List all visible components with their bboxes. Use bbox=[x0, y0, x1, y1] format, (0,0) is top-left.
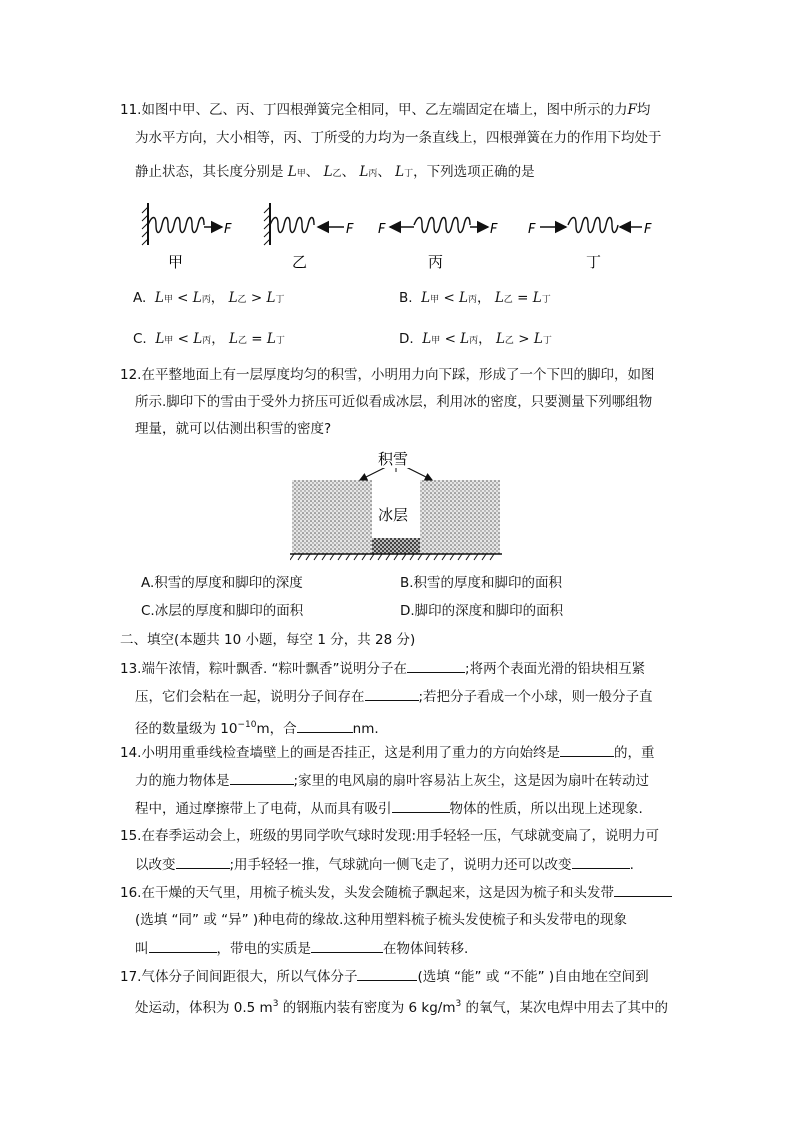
q13-line2 bbox=[135, 687, 653, 706]
relation: > bbox=[518, 331, 530, 347]
q13-text: m，合 bbox=[256, 721, 297, 737]
sub-ding: 丁 bbox=[275, 295, 285, 305]
ice-layer bbox=[372, 538, 420, 554]
label-bing: 丙 bbox=[428, 253, 444, 271]
section-heading: 二、填空(本题共 10 小题，每空 1 分，共 28 分) bbox=[120, 632, 416, 648]
relation: = bbox=[251, 331, 263, 347]
q17-text: 的钢瓶内装有密度为 6 kg/m bbox=[278, 1000, 456, 1016]
q11-text-end: 均 bbox=[636, 102, 651, 118]
var-L: L bbox=[494, 290, 504, 306]
var-L: L bbox=[155, 331, 165, 347]
q11-text: 11.如图中甲、乙、丙、丁四根弹簧完全相同，甲、乙左端固定在墙上，图中所示的力 bbox=[120, 102, 628, 118]
sub-bing: 丙 bbox=[469, 336, 479, 346]
q15-line2 bbox=[135, 855, 634, 874]
q11-line3 bbox=[135, 163, 535, 183]
q13-text: ;若把分子看成一个小球，则一般分子直 bbox=[418, 689, 653, 705]
sub-yi: 乙 bbox=[237, 336, 247, 346]
q11-option-d[interactable]: D. L甲 < L丙， L乙 > L丁 bbox=[399, 331, 552, 347]
q17-text: 的氧气，某次电焊中用去了其中的 bbox=[461, 1000, 669, 1016]
q11-line3-end: ，下列选项正确的是 bbox=[413, 164, 535, 180]
blank-field[interactable] bbox=[614, 883, 672, 897]
blank-field[interactable] bbox=[365, 687, 419, 701]
q11-option-a[interactable]: A. L甲 < L丙， L乙 > L丁 bbox=[133, 290, 285, 306]
force-label: F bbox=[224, 222, 232, 237]
option-letter: B. bbox=[399, 290, 413, 306]
q11-option-b[interactable]: B. L甲 < L丙， L乙 = L丁 bbox=[399, 290, 551, 306]
q16-text: ，带电的实质是 bbox=[216, 941, 311, 957]
option-letter: C. bbox=[133, 331, 147, 347]
blank-field[interactable] bbox=[297, 719, 353, 733]
q16-text: 叫 bbox=[135, 941, 149, 957]
snow-footprint-figure bbox=[290, 448, 502, 566]
relation: < bbox=[177, 331, 189, 347]
q14-text: 物体的性质，所以出现上述现象. bbox=[449, 801, 643, 817]
force-label: F bbox=[528, 222, 536, 237]
spring-ding bbox=[528, 218, 652, 272]
sep: 、 bbox=[305, 164, 320, 180]
var-L: L bbox=[495, 331, 505, 347]
blank-field[interactable] bbox=[230, 771, 294, 785]
label-ding: 丁 bbox=[586, 253, 602, 271]
q12-option-b[interactable]: B.积雪的厚度和脚印的面积 bbox=[400, 575, 563, 591]
q17-line1 bbox=[120, 967, 649, 986]
q11-line2: 为水平方向，大小相等，丙、丁所受的力均为一条直线上，四根弹簧在力的作用下均处于 bbox=[135, 130, 662, 146]
q15-text: ;用手轻轻一推，气球就向一侧飞走了，说明力还可以改变 bbox=[229, 857, 572, 873]
q12-option-d[interactable]: D.脚印的深度和脚印的面积 bbox=[400, 603, 564, 619]
spring-bing bbox=[378, 218, 498, 272]
sub-yi: 乙 bbox=[503, 295, 513, 305]
blank-field[interactable] bbox=[357, 967, 417, 981]
var-L: L bbox=[287, 164, 297, 180]
q17-text: (选填 “能” 或 “不能” )自由地在空间到 bbox=[417, 969, 649, 985]
var-L: L bbox=[395, 164, 405, 180]
q11-line1 bbox=[120, 101, 650, 119]
q17-line2 bbox=[135, 995, 668, 1017]
exponent: 3 bbox=[455, 999, 462, 1009]
blank-field[interactable] bbox=[392, 799, 450, 813]
q13-line1 bbox=[120, 659, 645, 678]
springs-figure bbox=[130, 195, 670, 280]
sub-yi: 乙 bbox=[332, 169, 342, 179]
q16-line1 bbox=[120, 883, 672, 902]
var-L: L bbox=[228, 331, 238, 347]
q13-text: 13.端午浓情，粽叶飘香. “粽叶飘香”说明分子在 bbox=[120, 661, 408, 677]
var-L: L bbox=[266, 290, 276, 306]
exponent: −10 bbox=[237, 720, 257, 730]
label-snow: 积雪 bbox=[378, 450, 409, 468]
var-L: L bbox=[533, 331, 543, 347]
sub-jia: 甲 bbox=[164, 336, 174, 346]
q16-line3 bbox=[135, 939, 468, 958]
var-L: L bbox=[154, 290, 164, 306]
relation: < bbox=[177, 290, 189, 306]
var-L: L bbox=[359, 164, 369, 180]
q17-text: 处运动，体积为 0.5 m bbox=[135, 1000, 273, 1016]
blank-field[interactable] bbox=[149, 939, 217, 953]
var-L: L bbox=[192, 290, 202, 306]
relation: = bbox=[517, 290, 529, 306]
sub-jia: 甲 bbox=[163, 295, 173, 305]
q12-line1: 12.在平整地面上有一层厚度均匀的积雪，小明用力向下踩，形成了一个下凹的脚印，如图 bbox=[120, 367, 655, 383]
q15-text: . bbox=[629, 857, 634, 873]
relation: > bbox=[250, 290, 263, 306]
q17-text: 17.气体分子间间距很大，所以气体分子 bbox=[120, 969, 358, 985]
q14-line1 bbox=[120, 743, 654, 762]
blank-field[interactable] bbox=[572, 855, 630, 869]
q16-text: 在物体间转移. bbox=[383, 941, 469, 957]
sep: 、 bbox=[377, 164, 391, 180]
sub-bing: 丙 bbox=[201, 295, 211, 305]
blank-field[interactable] bbox=[407, 659, 465, 673]
q13-text: 径的数量级为 10 bbox=[135, 721, 238, 737]
var-L: L bbox=[421, 290, 431, 306]
q15-text: 以改变 bbox=[135, 857, 176, 873]
q12-option-a[interactable]: A.积雪的厚度和脚印的深度 bbox=[141, 575, 303, 591]
blank-field[interactable] bbox=[176, 855, 230, 869]
q12-option-c[interactable]: C.冰层的厚度和脚印的面积 bbox=[141, 603, 304, 619]
var-L: L bbox=[532, 290, 542, 306]
var-L: L bbox=[266, 331, 276, 347]
label-jia: 甲 bbox=[168, 253, 184, 271]
var-L: L bbox=[228, 290, 238, 306]
relation: < bbox=[444, 331, 456, 347]
q11-line3-start: 静止状态，其长度分别是 bbox=[135, 164, 284, 180]
label-yi: 乙 bbox=[292, 253, 308, 271]
option-letter: D. bbox=[399, 331, 414, 347]
force-label: F bbox=[644, 222, 652, 237]
var-L: L bbox=[193, 331, 203, 347]
relation: < bbox=[443, 290, 455, 306]
q15-line1: 15.在春季运动会上，班级的男同学吹气球时发现:用手轻轻一压，气球就变扁了，说明力可 bbox=[120, 828, 660, 844]
force-label: F bbox=[490, 222, 498, 237]
option-letter: A. bbox=[133, 290, 147, 306]
sep: 、 bbox=[341, 164, 356, 180]
force-var: F bbox=[627, 102, 637, 118]
spring-jia bbox=[142, 203, 232, 271]
q12-line2: 所示.脚印下的雪由于受外力挤压可近似看成冰层，利用冰的密度，只要测量下列哪组物 bbox=[135, 394, 653, 410]
spring-yi bbox=[264, 203, 354, 271]
q16-text: 16.在干燥的天气里，用梳子梳头发，头发会随梳子飘起来，这是因为梳子和头发带 bbox=[120, 885, 614, 901]
blank-field[interactable] bbox=[311, 939, 383, 953]
q14-line3 bbox=[135, 799, 643, 818]
q14-text: 力的施力物体是 bbox=[135, 773, 230, 789]
q14-text: 的，重 bbox=[613, 745, 655, 761]
q11-option-c[interactable]: C. L甲 < L丙， L乙 = L丁 bbox=[133, 331, 285, 347]
sub-bing: 丙 bbox=[468, 295, 478, 305]
label-ice: 冰层 bbox=[378, 506, 409, 524]
q13-text: nm. bbox=[352, 721, 379, 737]
q14-line2 bbox=[135, 771, 649, 790]
q14-text: ;家里的电风扇的扇叶容易沾上灰尘，这是因为扇叶在转动过 bbox=[293, 773, 650, 789]
force-label: F bbox=[378, 222, 386, 237]
var-L: L bbox=[422, 331, 432, 347]
q16-line2: (选填 “同” 或 “异” )种电荷的缘故.这种用塑料梳子梳头发使梳子和头发带电的现象 bbox=[135, 912, 627, 928]
force-label: F bbox=[346, 222, 354, 237]
q13-line3 bbox=[135, 716, 379, 738]
sub-yi: 乙 bbox=[237, 295, 247, 305]
var-L: L bbox=[323, 164, 333, 180]
sub-ding: 丁 bbox=[404, 169, 414, 179]
sub-bing: 丙 bbox=[202, 336, 212, 346]
var-L: L bbox=[459, 290, 469, 306]
exponent: 3 bbox=[272, 999, 279, 1009]
sub-jia: 甲 bbox=[296, 169, 306, 179]
var-L: L bbox=[460, 331, 470, 347]
sub-ding: 丁 bbox=[542, 336, 552, 346]
sub-jia: 甲 bbox=[431, 336, 441, 346]
q14-text: 14.小明用重垂线检查墙壁上的画是否挂正，这是利用了重力的方向始终是 bbox=[120, 745, 560, 761]
q13-text: 压，它们会粘在一起，说明分子间存在 bbox=[135, 689, 365, 705]
sub-bing: 丙 bbox=[368, 169, 378, 179]
sub-ding: 丁 bbox=[541, 295, 551, 305]
sub-ding: 丁 bbox=[275, 336, 285, 346]
q13-text: ;将两个表面光滑的铅块相互紧 bbox=[465, 661, 646, 677]
sub-jia: 甲 bbox=[430, 295, 440, 305]
q12-line3: 理量，就可以估测出积雪的密度? bbox=[135, 421, 332, 437]
blank-field[interactable] bbox=[560, 743, 614, 757]
q14-text: 程中，通过摩擦带上了电荷，从而具有吸引 bbox=[135, 801, 392, 817]
sub-yi: 乙 bbox=[504, 336, 514, 346]
